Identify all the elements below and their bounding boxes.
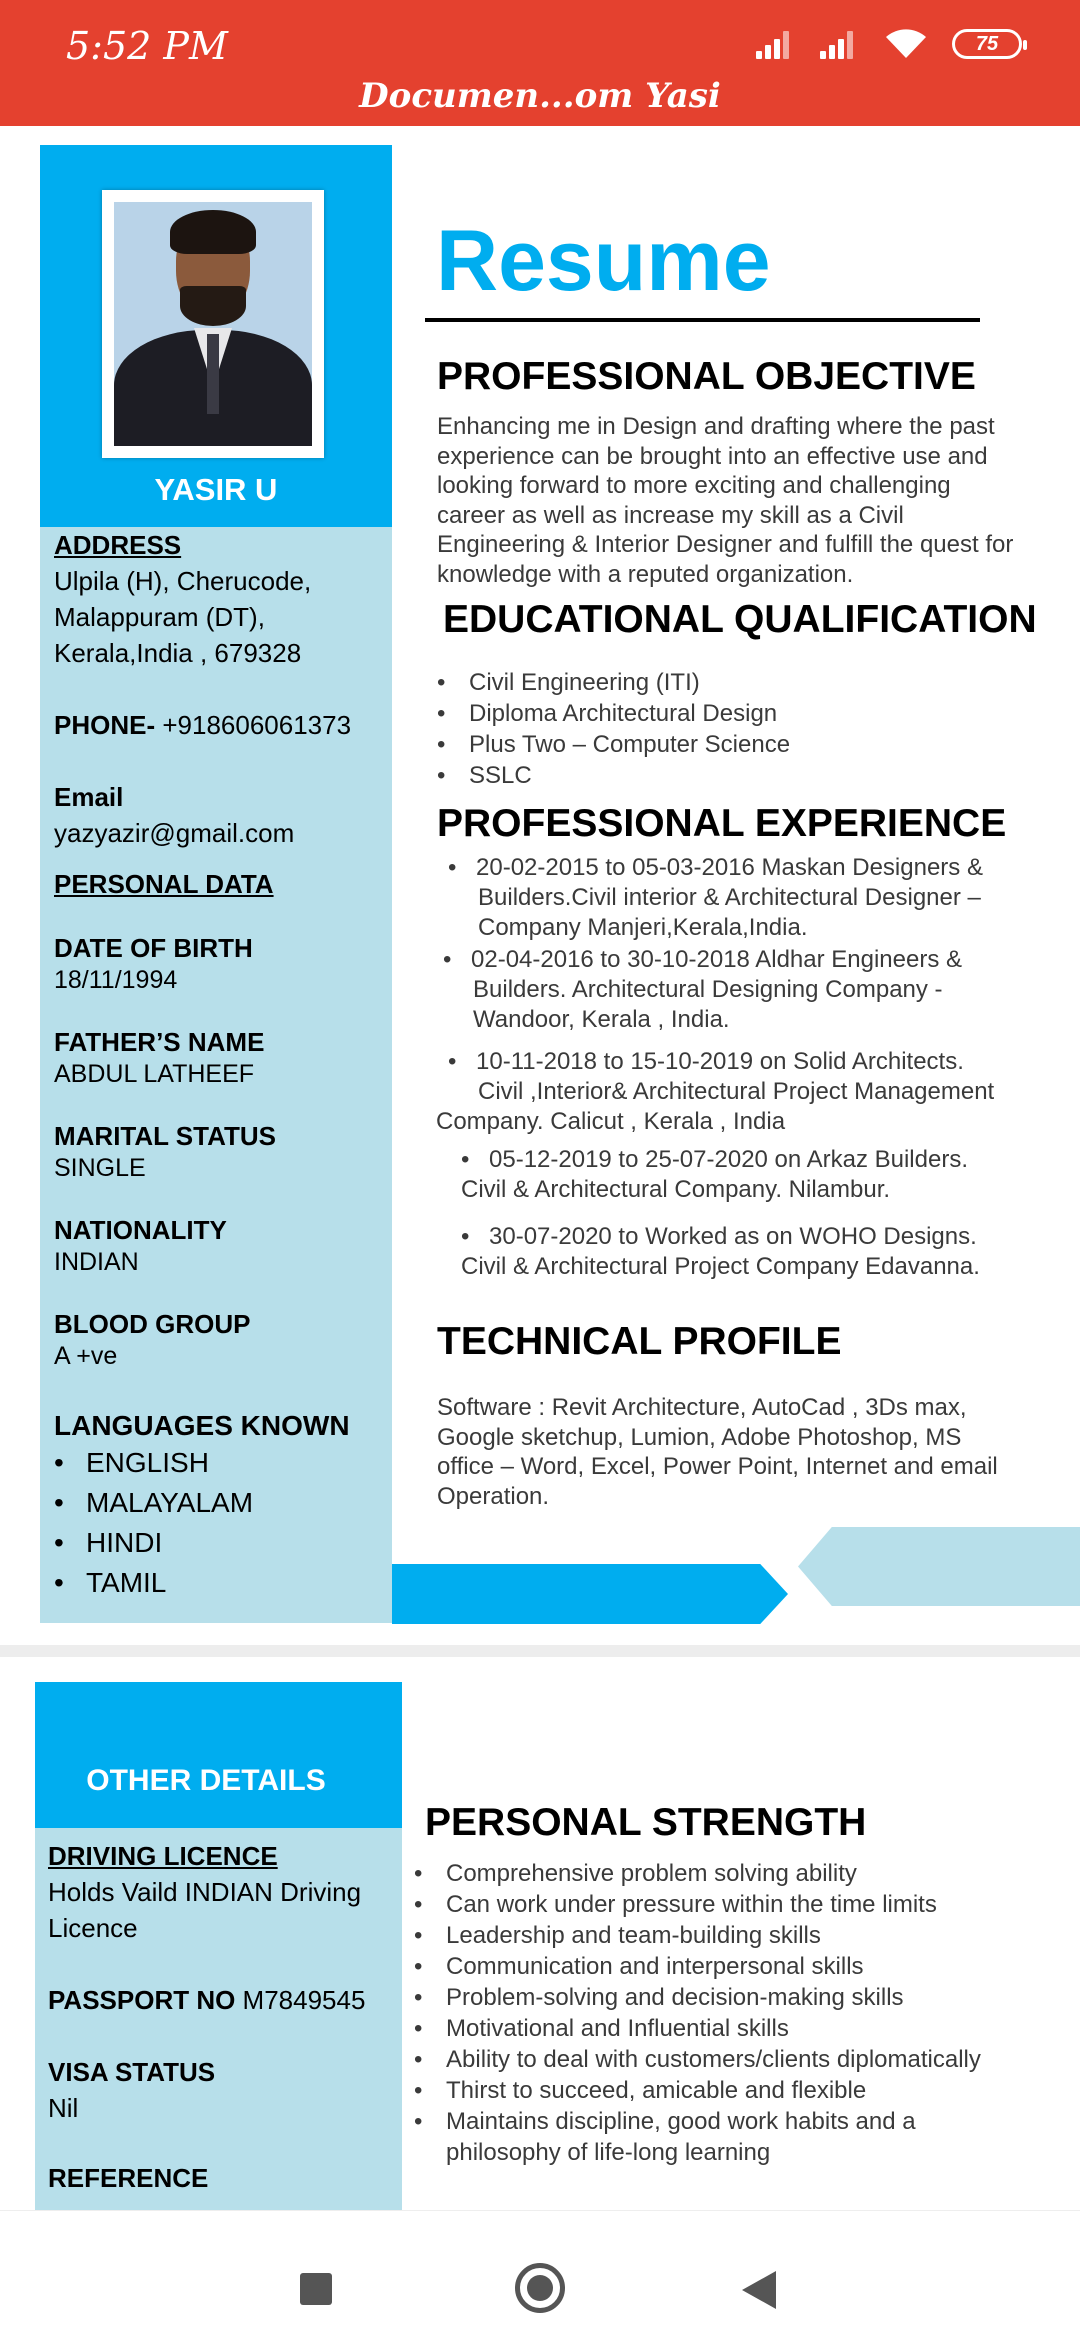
text-line: Software : Revit Architecture, AutoCad , 3Ds max, <box>437 1394 967 1421</box>
back-icon[interactable] <box>742 2271 776 2309</box>
candidate-name: YASIR U <box>154 472 278 507</box>
list-item: • Can work under pressure within the time limits <box>414 1889 981 1920</box>
technical-text <box>437 1393 998 1511</box>
languages-list <box>54 1443 253 1603</box>
visa-value: Nil <box>48 2093 79 2123</box>
list-item: • HINDI <box>54 1523 253 1563</box>
document-title: Documen...om Yasi <box>359 76 721 116</box>
text-line: 30-07-2020 to Worked as on WOHO Designs. <box>489 1223 977 1250</box>
text-line: philosophy of life-long learning <box>446 2139 771 2166</box>
text-line: Company. Calicut , Kerala , India <box>436 1108 786 1135</box>
list-item: • Comprehensive problem solving ability <box>414 1858 981 1889</box>
visa-label: VISA STATUS <box>48 2057 216 2087</box>
app-header <box>0 0 1080 126</box>
list-item: • Ability to deal with customers/clients diplomatically <box>414 2044 981 2075</box>
dob-value: 18/11/1994 <box>54 966 178 994</box>
phone-row <box>54 707 351 743</box>
text-line: Company Manjeri,Kerala,India. <box>478 914 808 941</box>
text-line: knowledge with a reputed organization. <box>437 560 854 588</box>
driving-value: Licence <box>48 1913 138 1943</box>
list-item: • Problem-solving and decision-making skills <box>414 1982 981 2013</box>
list-item-continuation <box>414 2137 981 2168</box>
decorative-band <box>798 1527 1080 1606</box>
text-line: Google sketchup, Lumion, Adobe Photoshop, MS <box>437 1423 962 1451</box>
email-value: yazyazir@gmail.com <box>54 818 295 848</box>
text-line: Builders. Architectural Designing Company - <box>473 976 943 1003</box>
text-line: looking forward to more exciting and challenging <box>437 472 951 499</box>
text-line: Enhancing me in Design and drafting where the past <box>437 413 995 440</box>
text-line: Wandoor, Kerala , India. <box>473 1006 730 1033</box>
battery-icon <box>952 29 1022 59</box>
signal-icon <box>756 29 796 59</box>
languages-label: LANGUAGES KNOWN <box>54 1410 350 1441</box>
objective-text <box>437 412 1013 589</box>
blood-value: A +ve <box>54 1342 118 1370</box>
text-line: Civil & Architectural Project Company Edavanna. <box>461 1253 980 1280</box>
strength-heading: PERSONAL STRENGTH <box>425 1801 867 1844</box>
recent-apps-icon[interactable] <box>300 2273 332 2305</box>
list-item: • MALAYALAM <box>54 1483 253 1523</box>
list-item: • Civil Engineering (ITI) <box>437 667 790 698</box>
passport-row <box>48 1982 365 2018</box>
marital-label: MARITAL STATUS <box>54 1121 276 1151</box>
blood-label: BLOOD GROUP <box>54 1309 251 1339</box>
father-label: FATHER’S NAME <box>54 1027 265 1057</box>
address-line: Ulpila (H), Cherucode, <box>54 566 312 596</box>
driving-value: Holds Vaild INDIAN Driving <box>48 1877 362 1907</box>
status-icons <box>756 28 1022 60</box>
experience-heading: PROFESSIONAL EXPERIENCE <box>437 802 1007 845</box>
address-line: Malappuram (DT), <box>54 602 265 632</box>
decorative-band <box>392 1564 788 1624</box>
personal-data-label: PERSONAL DATA <box>54 869 274 899</box>
list-item: • Communication and interpersonal skills <box>414 1951 981 1982</box>
experience-item: • 20-02-2015 to 05-03-2016 Maskan Designers & Builders.Civil interior & Architectural Designer – Company Manjeri,Kerala,India. <box>448 854 983 941</box>
list-item: • Diploma Architectural Design <box>437 698 790 729</box>
education-heading: EDUCATIONAL QUALIFICATION <box>443 598 1037 641</box>
driving-label: DRIVING LICENCE <box>48 1841 278 1871</box>
education-list <box>437 667 790 791</box>
other-details-title: OTHER DETAILS <box>86 1764 326 1797</box>
wifi-icon <box>884 28 928 60</box>
list-item: • ENGLISH <box>54 1443 253 1483</box>
list-item: • Thirst to succeed, amicable and flexible <box>414 2075 981 2106</box>
experience-item: • 30-07-2020 to Worked as on WOHO Designs. Civil & Architectural Project Company Edavanna. <box>461 1223 980 1280</box>
marital-value: SINGLE <box>54 1154 146 1182</box>
text-line: career as well as increase my skill as a Civil <box>437 501 904 529</box>
technical-heading: TECHNICAL PROFILE <box>437 1320 842 1363</box>
battery-level: 75 <box>975 32 999 55</box>
list-item: • Plus Two – Computer Science <box>437 729 790 760</box>
text-line: Engineering & Interior Designer and fulfill the quest for <box>437 531 1014 558</box>
text-line: Civil ,Interior& Architectural Project Management <box>478 1078 995 1105</box>
list-item: • Leadership and team-building skills <box>414 1920 981 1951</box>
nationality-value: INDIAN <box>54 1248 139 1276</box>
objective-heading: PROFESSIONAL OBJECTIVE <box>437 355 976 398</box>
page-separator <box>0 1645 1080 1657</box>
experience-item: • 05-12-2019 to 25-07-2020 on Arkaz Builders. Civil & Architectural Company. Nilambur. <box>461 1146 968 1203</box>
text-line: 05-12-2019 to 25-07-2020 on Arkaz Builders. <box>489 1146 968 1173</box>
text-line: Operation. <box>437 1482 550 1510</box>
navigation-bar <box>0 2210 1080 2340</box>
address-line: Kerala,India , 679328 <box>54 638 302 668</box>
experience-item: • 02-04-2016 to 30-10-2018 Aldhar Engineers & Builders. Architectural Designing Company - Wandoor, Kerala , India. <box>443 946 963 1033</box>
list-item: • Motivational and Influential skills <box>414 2013 981 2044</box>
text-line: experience can be brought into an effective use and <box>437 442 988 470</box>
signal-icon <box>820 29 860 59</box>
address-label: ADDRESS <box>54 530 182 560</box>
title-divider <box>425 318 980 322</box>
profile-photo <box>102 190 324 458</box>
list-item: • Maintains discipline, good work habits and a <box>414 2106 981 2137</box>
text-line: 02-04-2016 to 30-10-2018 Aldhar Engineers & <box>471 946 963 973</box>
phone-label: PHONE- <box>54 710 156 740</box>
text-line: 10-11-2018 to 15-10-2019 on Solid Architects. <box>476 1048 964 1075</box>
list-item: • TAMIL <box>54 1563 253 1603</box>
status-time: 5:52 PM <box>66 24 228 68</box>
reference-label: REFERENCE <box>48 2163 209 2193</box>
phone-value: +918606061373 <box>155 710 352 740</box>
nationality-label: NATIONALITY <box>54 1215 227 1245</box>
father-value: ABDUL LATHEEF <box>54 1060 255 1088</box>
dob-label: DATE OF BIRTH <box>54 933 253 963</box>
text-line: 20-02-2015 to 05-03-2016 Maskan Designers & <box>476 854 983 881</box>
list-item: • SSLC <box>437 760 790 791</box>
passport-label: PASSPORT NO <box>48 1985 236 2015</box>
strength-list <box>414 1858 981 2168</box>
sidebar-header <box>35 1682 402 1828</box>
text-line: Civil & Architectural Company. Nilambur. <box>461 1176 891 1203</box>
passport-value: M7849545 <box>235 1985 366 2015</box>
home-icon[interactable] <box>515 2263 565 2313</box>
experience-item: • 10-11-2018 to 15-10-2019 on Solid Architects. Civil ,Interior& Architectural Project Management Company. Calicut , Kerala , India <box>436 1048 995 1135</box>
text-line: office – Word, Excel, Power Point, Internet and email <box>437 1453 998 1480</box>
email-label: Email <box>54 782 124 812</box>
text-line: Builders.Civil interior & Architectural Designer – <box>478 884 981 911</box>
resume-title: Resume <box>436 213 771 309</box>
